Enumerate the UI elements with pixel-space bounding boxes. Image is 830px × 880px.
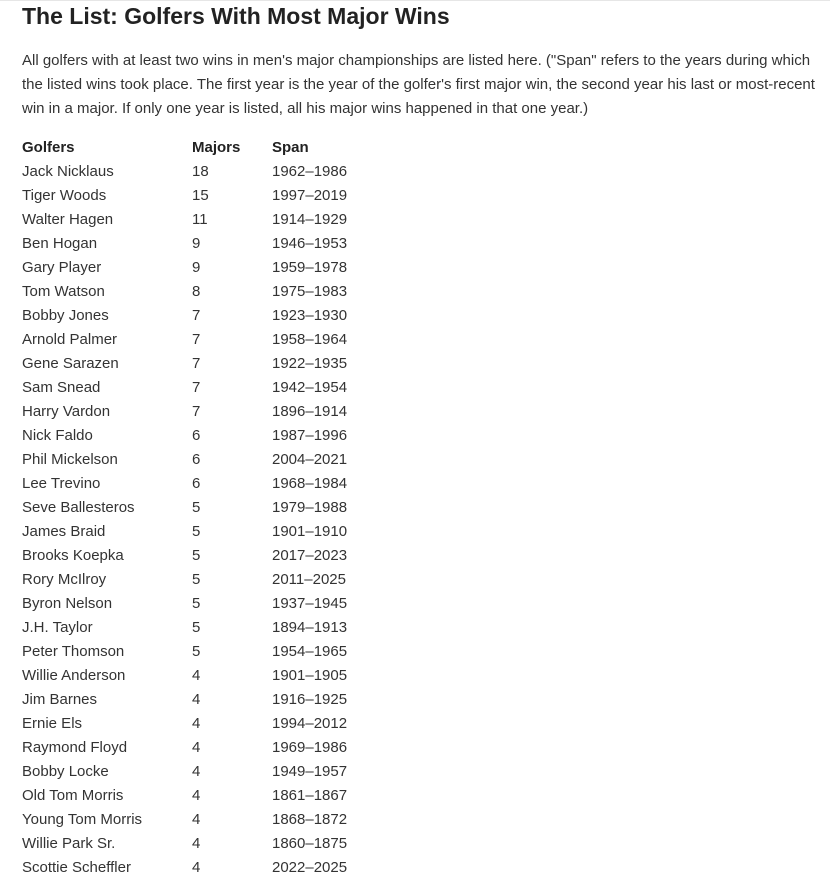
- table-row: [22, 736, 392, 760]
- header-golfers: Golfers: [22, 139, 75, 156]
- table-header-row: [22, 136, 392, 160]
- golfer-name: Bobby Locke: [22, 763, 109, 780]
- majors-count: 4: [192, 691, 201, 708]
- table-row: [22, 688, 392, 712]
- golfer-name: Rory McIlroy: [22, 571, 107, 588]
- win-span: 1914–1929: [272, 211, 348, 228]
- table-row: [22, 616, 392, 640]
- majors-count: 4: [192, 667, 201, 684]
- majors-count: 5: [192, 643, 201, 660]
- win-span: 1901–1905: [272, 667, 348, 684]
- golfer-name: Ben Hogan: [22, 235, 98, 252]
- win-span: 1861–1867: [272, 787, 348, 804]
- table-row: [22, 568, 392, 592]
- golfer-name: Arnold Palmer: [22, 331, 118, 348]
- majors-count: 4: [192, 811, 201, 828]
- table-row: [22, 544, 392, 568]
- table-row: [22, 592, 392, 616]
- win-span: 2011–2025: [272, 571, 346, 588]
- win-span: 1962–1986: [272, 163, 348, 180]
- majors-count: 7: [192, 403, 201, 420]
- majors-count: 18: [192, 163, 209, 180]
- majors-count: 5: [192, 571, 201, 588]
- majors-count: 5: [192, 523, 201, 540]
- majors-count: 4: [192, 859, 201, 876]
- golfer-name: Tiger Woods: [22, 187, 107, 204]
- win-span: 2022–2025: [272, 859, 348, 876]
- win-span: 2004–2021: [272, 451, 348, 468]
- golfer-name: Harry Vardon: [22, 403, 111, 420]
- win-span: 1994–2012: [272, 715, 348, 732]
- majors-count: 7: [192, 379, 201, 396]
- table-row: [22, 352, 392, 376]
- top-divider: [0, 0, 830, 1]
- golfer-name: Tom Watson: [22, 283, 105, 300]
- golfer-name: Gene Sarazen: [22, 355, 119, 372]
- golfer-name: Sam Snead: [22, 379, 101, 396]
- win-span: 1923–1930: [272, 307, 348, 324]
- majors-count: 4: [192, 835, 201, 852]
- page-title: The List: Golfers With Most Major Wins: [22, 3, 450, 29]
- table-row: [22, 808, 392, 832]
- win-span: 1949–1957: [272, 763, 348, 780]
- win-span: 1987–1996: [272, 427, 348, 444]
- golfer-name: Bobby Jones: [22, 307, 109, 324]
- majors-count: 6: [192, 427, 201, 444]
- golfer-name: Jack Nicklaus: [22, 163, 114, 180]
- majors-count: 4: [192, 715, 201, 732]
- majors-count: 6: [192, 451, 201, 468]
- table-row: [22, 424, 392, 448]
- majors-count: 7: [192, 331, 201, 348]
- win-span: 1954–1965: [272, 643, 348, 660]
- table-row: [22, 256, 392, 280]
- table-row: [22, 832, 392, 856]
- majors-count: 11: [192, 211, 208, 228]
- majors-count: 7: [192, 355, 201, 372]
- win-span: 1979–1988: [272, 499, 348, 516]
- win-span: 1958–1964: [272, 331, 348, 348]
- table-row: [22, 304, 392, 328]
- header-majors: Majors: [192, 139, 241, 156]
- golfer-name: Willie Park Sr.: [22, 835, 116, 852]
- table-row: [22, 520, 392, 544]
- majors-count: 4: [192, 787, 201, 804]
- golfer-name: James Braid: [22, 523, 106, 540]
- win-span: 1997–2019: [272, 187, 348, 204]
- table-row: [22, 280, 392, 304]
- win-span: 1968–1984: [272, 475, 348, 492]
- win-span: 1901–1910: [272, 523, 348, 540]
- golfer-name: Byron Nelson: [22, 595, 113, 612]
- table-row: [22, 760, 392, 784]
- table-row: [22, 376, 392, 400]
- win-span: 1969–1986: [272, 739, 348, 756]
- golfer-name: Walter Hagen: [22, 211, 114, 228]
- golfer-name: Raymond Floyd: [22, 739, 128, 756]
- golfer-name: J.H. Taylor: [22, 619, 93, 636]
- majors-count: 4: [192, 763, 201, 780]
- win-span: 2017–2023: [272, 547, 348, 564]
- table-row: [22, 856, 392, 880]
- majors-count: 9: [192, 259, 201, 276]
- golfer-name: Ernie Els: [22, 715, 83, 732]
- table-body: [22, 160, 392, 880]
- golfer-name: Lee Trevino: [22, 475, 101, 492]
- golfer-name: Willie Anderson: [22, 667, 126, 684]
- golfer-name: Peter Thomson: [22, 643, 125, 660]
- golfer-name: Old Tom Morris: [22, 787, 124, 804]
- win-span: 1860–1875: [272, 835, 348, 852]
- table-row: [22, 496, 392, 520]
- majors-count: 7: [192, 307, 201, 324]
- major-wins-table: [22, 136, 392, 880]
- golfer-name: Gary Player: [22, 259, 102, 276]
- win-span: 1937–1945: [272, 595, 348, 612]
- win-span: 1922–1935: [272, 355, 348, 372]
- table-row: [22, 640, 392, 664]
- majors-count: 5: [192, 547, 201, 564]
- table-row: [22, 328, 392, 352]
- win-span: 1894–1913: [272, 619, 348, 636]
- article: [22, 3, 822, 880]
- win-span: 1916–1925: [272, 691, 348, 708]
- golfer-name: Scottie Scheffler: [22, 859, 131, 876]
- table-row: [22, 232, 392, 256]
- golfer-name: Phil Mickelson: [22, 451, 118, 468]
- intro-paragraph: All golfers with at least two wins in men's major championships are listed here. ("Span" refers to the years during which the listed wins took place. The first year is the year of the golfer's first major win, the second year his last or most-recent win in a major. If only one year is listed, all his major wins happened in that one year.): [22, 52, 815, 117]
- table-row: [22, 184, 392, 208]
- win-span: 1896–1914: [272, 403, 348, 420]
- majors-count: 5: [192, 499, 201, 516]
- table-row: [22, 208, 392, 232]
- majors-count: 8: [192, 283, 201, 300]
- golfer-name: Jim Barnes: [22, 691, 98, 708]
- table-row: [22, 784, 392, 808]
- table-row: [22, 400, 392, 424]
- table-row: [22, 160, 392, 184]
- majors-count: 5: [192, 619, 201, 636]
- win-span: 1946–1953: [272, 235, 348, 252]
- golfer-name: Brooks Koepka: [22, 547, 124, 564]
- golfer-name: Young Tom Morris: [22, 811, 143, 828]
- table-row: [22, 664, 392, 688]
- majors-count: 6: [192, 475, 201, 492]
- win-span: 1868–1872: [272, 811, 348, 828]
- win-span: 1942–1954: [272, 379, 348, 396]
- win-span: 1975–1983: [272, 283, 348, 300]
- majors-count: 5: [192, 595, 201, 612]
- table-row: [22, 448, 392, 472]
- header-span: Span: [272, 139, 309, 156]
- golfer-name: Nick Faldo: [22, 427, 93, 444]
- majors-count: 9: [192, 235, 201, 252]
- golfer-name: Seve Ballesteros: [22, 499, 135, 516]
- table-row: [22, 472, 392, 496]
- majors-count: 15: [192, 187, 209, 204]
- majors-count: 4: [192, 739, 201, 756]
- win-span: 1959–1978: [272, 259, 348, 276]
- table-row: [22, 712, 392, 736]
